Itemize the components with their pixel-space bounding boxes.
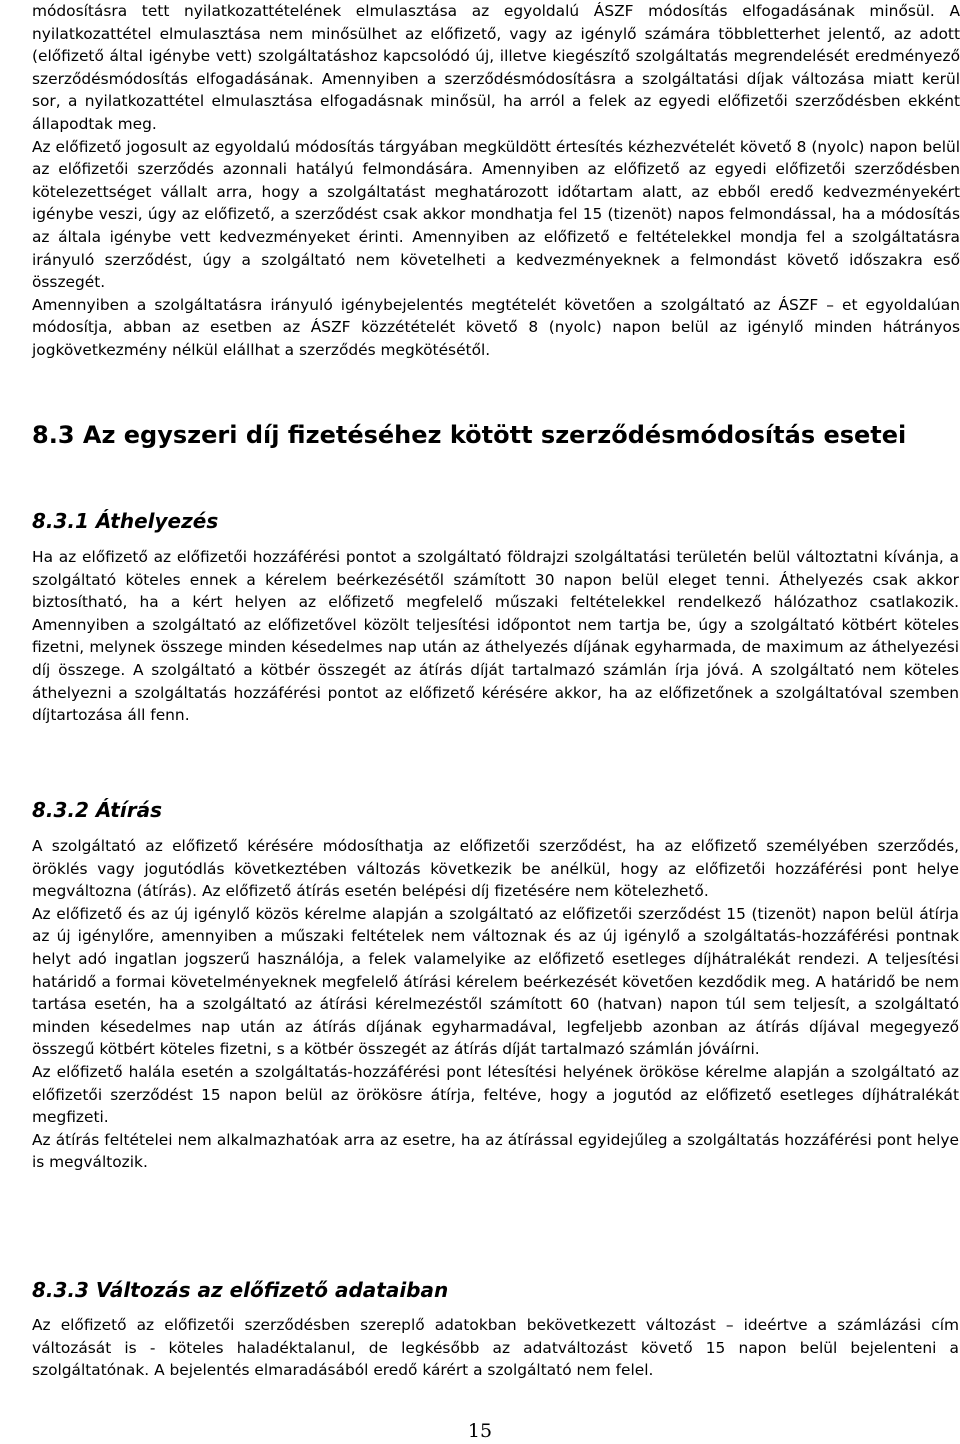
paragraph: Amennyiben a szolgáltatásra irányuló igénybejelentés megtételét követően a szolgáltató az ÁSZF – et egyoldalúan módosítja, abban az esetben az ÁSZF közzétételét követő 8 (nyolc) napon belül az igénylő minden hátrányos jogkövetkezmény nélkül elállhat a szerződés megkötésétől. [32, 295, 960, 359]
paragraph: Az előfizető jogosult az egyoldalú módosítás tárgyában megküldött értesítés kézhezvételét követő 8 (nyolc) napon belül az előfizetői szerződés azonnali hatályú felmondására. Amennyiben az előfizető az egyedi előfizetői szerződésben kötelezettséget vállalt arra, hogy a szolgáltatást meghatározott időtartam alatt, az ebből eredő kedvezményekért igénybe veszi, úgy az előfizető, a szerződést csak akkor mondhatja fel 15 (tizenöt) napos felmondással, ha a módosítás az általa igénybe vett kedvezményeket érinti. Amennyiben az előfizető e feltételekkel mondja fel a szolgáltatásra irányuló szerződést, úgy a szolgáltató nem követelheti a kedvezményeknek a felmondást követő időszakra eső összegét. [32, 137, 960, 292]
section-heading-8-3: 8.3 Az egyszeri díj fizetéséhez kötött szerződésmódosítás esetei [32, 421, 907, 449]
continued-paragraphs [32, 0, 960, 362]
subsection-heading-8-3-3: 8.3.3 Változás az előfizető adataiban [32, 1278, 449, 1302]
paragraph: Az előfizető halála esetén a szolgáltatás-hozzáférési pont létesítési helyének örököse kérelme alapján a szolgáltató az előfizetői szerződést 15 napon belül az örökösre átírja, feltéve, hogy a jogutód az előfizető esetleges díjhátralékát megfizeti. [32, 1062, 959, 1127]
paragraph: A szolgáltató az előfizető kérésére módosíthatja az előfizetői szerződést, ha az előfizető személyében szerződés, öröklés vagy jogutódlás következtében változás következik be anélkül, hogy az előfizetői hozzáférési pont helye megváltozna (átírás). Az előfizető átírás esetén belépési díj fizetésére nem kötelezhető. [32, 837, 959, 901]
page-number: 15 [467, 1420, 493, 1442]
subsection-heading-8-3-2: 8.3.2 Átírás [32, 798, 162, 822]
subsection-body-8-3-1 [32, 546, 959, 727]
paragraph: Az előfizető és az új igénylő közös kérelme alapján a szolgáltató az előfizetői szerződést 15 (tizenöt) napon belül átírja az új igénylőre, amennyiben a műszaki feltételek nem változnak és az új igénylő a szolgáltatás-hozzáférési pontnak helyt adó ingatlan jogszerű használója, a felek valamelyike az előfizető esetleges díjhátralékát rendezi. A teljesítési határidő a formai követelményeknek megfelelő átírási kérelem beérkezését követően kezdődik meg. A határidő be nem tartása esetén, ha a szolgáltató az átírási kérelmezéstől számított 60 (hatvan) napon túl sem teljesít, a szolgáltató minden késedelmes nap után az átírás díjának egyharmadával, legfeljebb azonban az átírás díjával megegyező összegű kötbért köteles fizetni, s a kötbér összegét az átírás díját tartalmazó számlán jóváírni. [32, 904, 959, 1059]
subsection-body-8-3-2 [32, 835, 959, 1174]
paragraph: módosításra tett nyilatkozattételének elmulasztása az egyoldalú ÁSZF módosítás elfogadásának minősül. A nyilatkozattétel elmulasztása nem minősülhet az előfizető, vagy az igénylő számára többletterhet jelentő, az adott (előfizető által igénybe vett) szolgáltatáshoz kapcsolódó új, illetve kiegészítő szolgáltatás megrendelését eredményező szerződésmódosítás elfogadásának. Amennyiben a szerződésmódosításra a szolgáltatási díjak változása miatt kerül sor, a nyilatkozattétel elmulasztása elfogadásnak minősül, ha arról a felek az egyedi előfizetői szerződésben ekként állapodtak meg. [32, 2, 960, 133]
subsection-body-8-3-3 [32, 1314, 959, 1382]
subsection-heading-8-3-1: 8.3.1 Áthelyezés [32, 509, 219, 533]
paragraph: Az előfizető az előfizetői szerződésben szereplő adatokban bekövetkezett változást – ideértve a számlázási cím változását is - köteles haladéktalanul, de legkésőbb az adatváltozást követő 15 napon belül bejelenteni a szolgáltatónak. A bejelentés elmaradásából eredő kárért a szolgáltató nem felel. [32, 1316, 959, 1380]
paragraph: Az átírás feltételei nem alkalmazhatóak arra az esetre, ha az átírással egyidejűleg a szolgáltatás hozzáférési pont helye is megváltozik. [32, 1130, 959, 1172]
paragraph: Ha az előfizető az előfizetői hozzáférési pontot a szolgáltató földrajzi szolgáltatási területén belül változtatni kívánja, a szolgáltató köteles ennek a kérelem beérkezésétől számított 30 napon belül eleget tenni. Áthelyezés csak akkor biztosítható, ha a kért helyen az előfizető megfelelő műszaki feltételekkel rendelkező hálózathoz csatlakozik. Amennyiben a szolgáltató az előfizetővel közölt teljesítési időpontot nem tartja be, úgy a szolgáltató kötbért köteles fizetni, melynek összege minden késedelmes nap után az áthelyezés díjának egyharmada, de maximum az áthelyezési díj összege. A szolgáltató a kötbér összegét az átírás díját tartalmazó számlán írja jóvá. A szolgáltató nem köteles áthelyezni a szolgáltatás hozzáférési pontot az előfizető kérésére akkor, ha az előfizetőnek a szolgáltatóval szemben díjtartozása áll fenn. [32, 548, 959, 725]
